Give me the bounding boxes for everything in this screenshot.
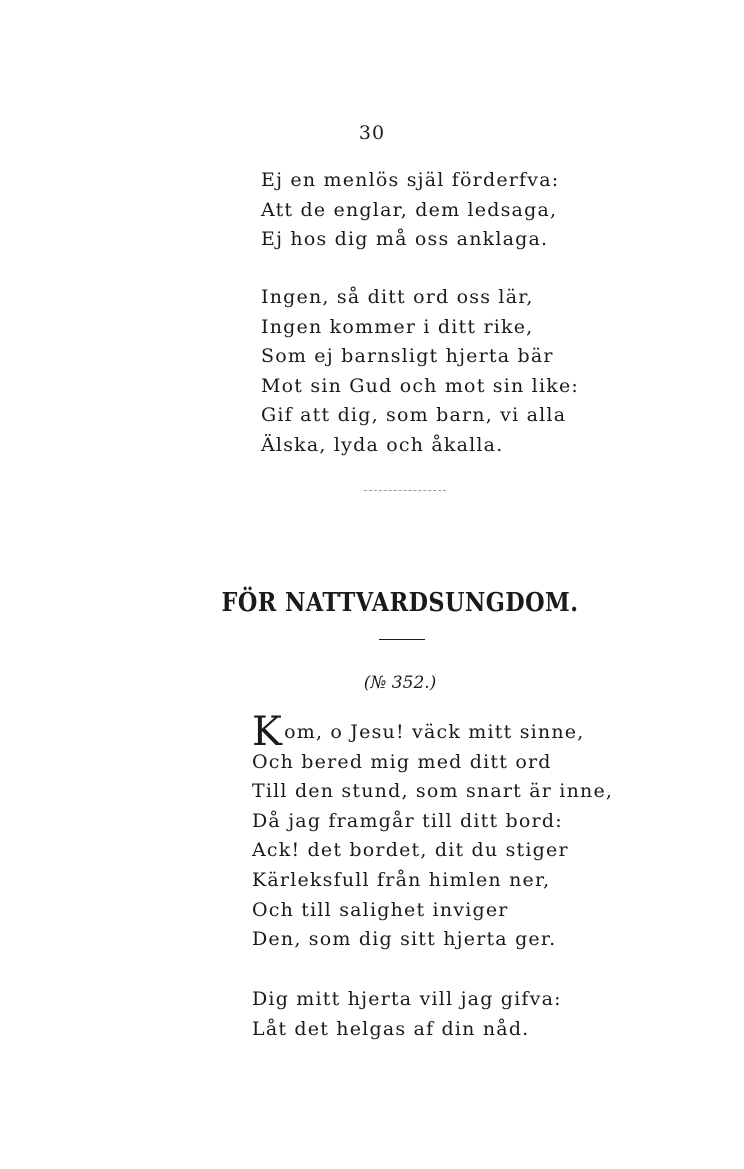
verse-line: Till den stund, som snart är inne, [252, 780, 614, 803]
verse-line: Älska, lyda och åkalla. [261, 433, 504, 456]
verse-line: Ingen kommer i ditt rike, [261, 315, 534, 338]
hymn-stanza-two [252, 985, 562, 1044]
verse-line: Kärleksfull från himlen ner, [252, 868, 551, 891]
verse-line: Som ej barnsligt hjerta bär [261, 345, 554, 367]
verse-line: Låt det helgas af din nåd. [252, 1017, 530, 1040]
title-rule [379, 639, 425, 640]
hymn-title: FÖR NATTVARDSUNGDOM. [221, 588, 579, 618]
verse-line: Och bered mig med ditt ord [252, 750, 552, 773]
stanza-continued [261, 166, 559, 255]
drop-cap: K [252, 708, 284, 755]
verse-line: Gif att dig, som barn, vi alla [261, 404, 567, 426]
page-number: 30 [358, 122, 386, 144]
verse-line: Ack! det bordet, dit du stiger [252, 839, 569, 862]
verse-line: Mot sin Gud och mot sin like: [261, 374, 579, 397]
verse-line: Dig mitt hjerta vill jag gifva: [252, 988, 562, 1010]
verse-line-first [252, 708, 613, 755]
stanza-final [261, 283, 579, 460]
hymn-number: (№ 352.) [363, 673, 437, 693]
verse-line: Den, som dig sitt hjerta ger. [252, 928, 557, 951]
verse-line: Ej hos dig må oss anklaga. [261, 228, 549, 250]
section-divider [364, 490, 446, 491]
verse-line: Ej en menlös själ förderfva: [261, 169, 560, 191]
verse-line: Att de englar, dem ledsaga, [261, 198, 558, 221]
hymn-stanza-one [252, 708, 614, 955]
verse-line: Då jag framgår till ditt bord: [252, 809, 563, 832]
verse-line: Ingen, så ditt ord oss lär, [261, 286, 534, 308]
first-line-text: om, o Jesu! väck mitt sinne, [284, 721, 585, 743]
verse-line: Och till salighet inviger [252, 898, 509, 921]
